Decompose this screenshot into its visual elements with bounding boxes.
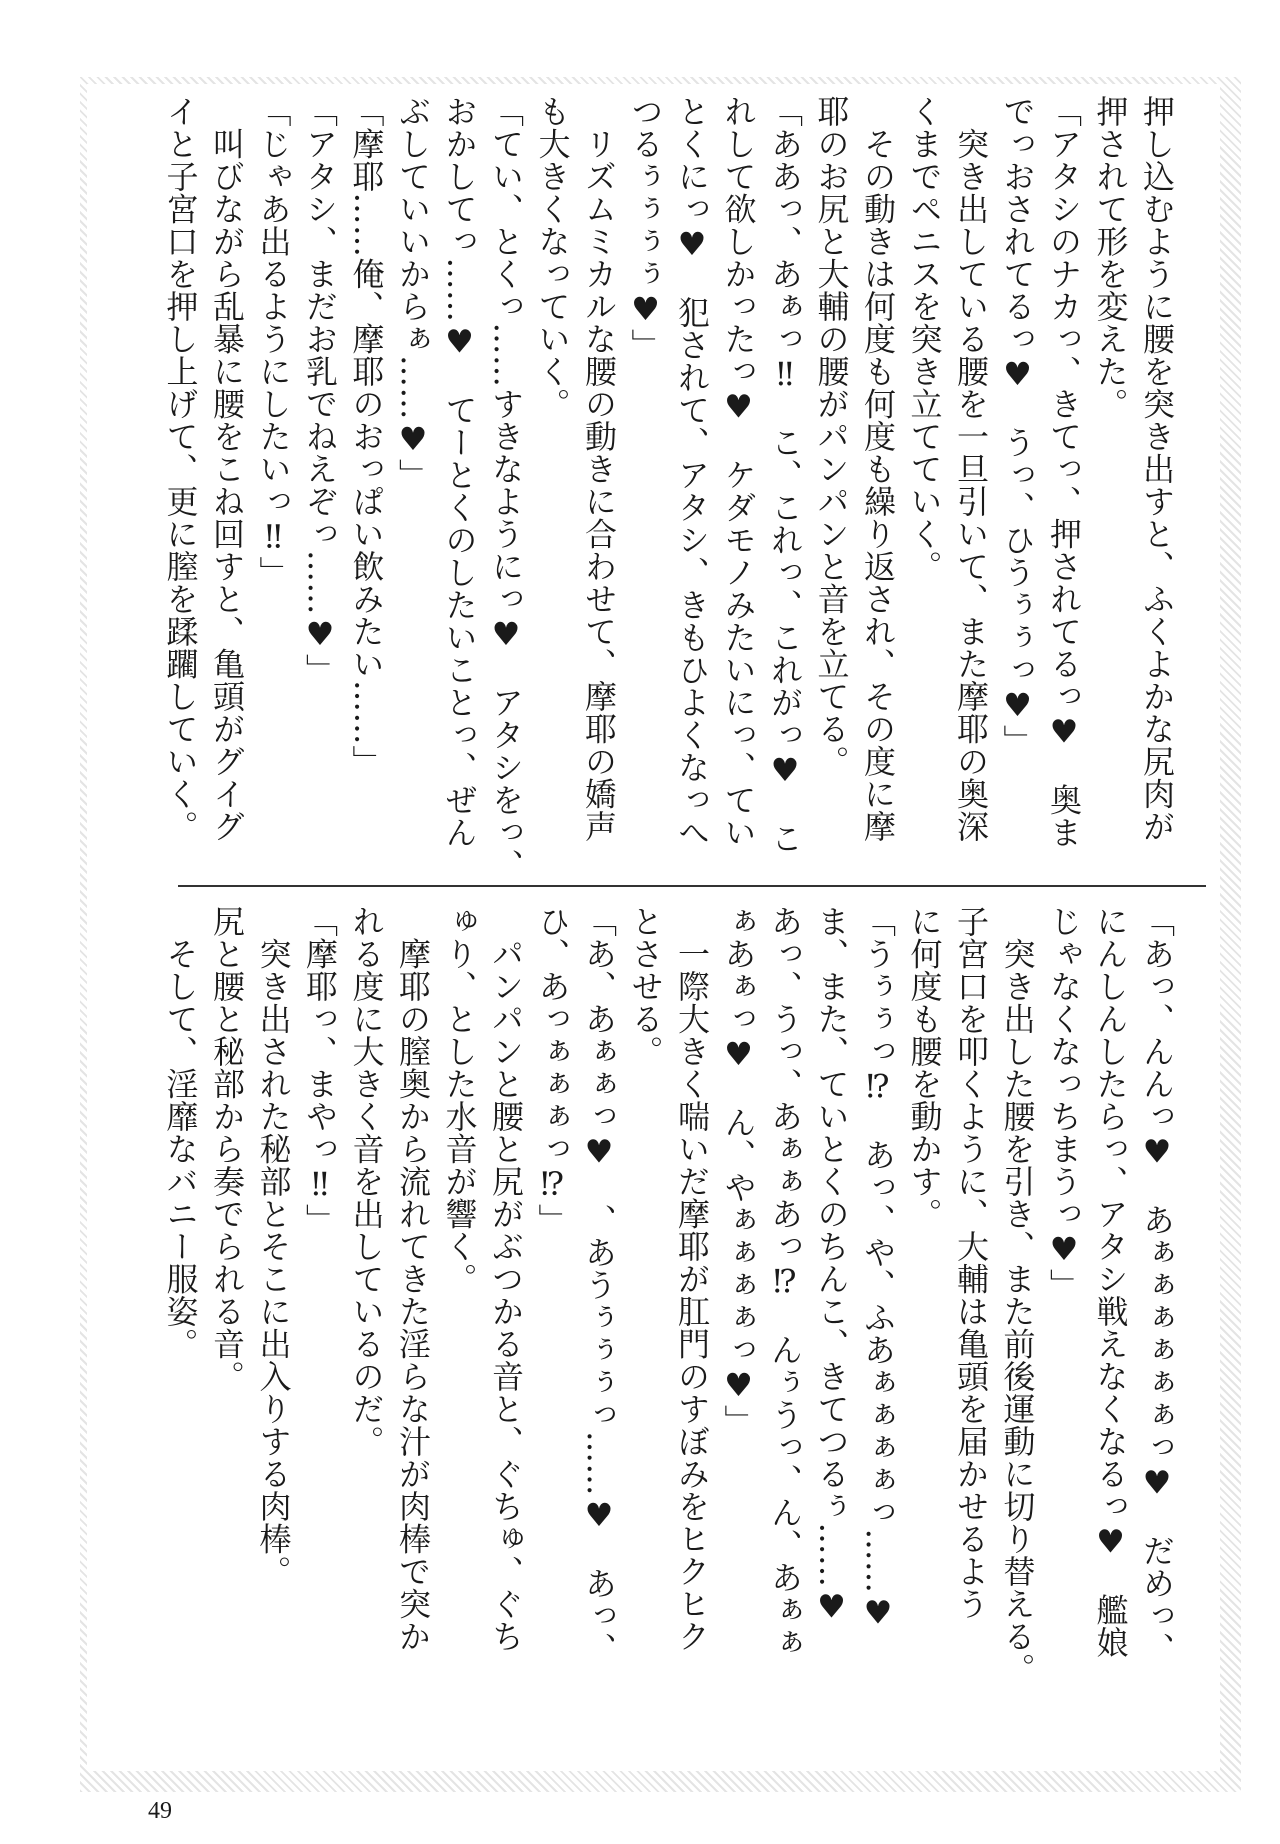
text-block-upper (157, 95, 1180, 885)
text-column: ま、また、ていとくのちんこ、きてつるぅ……♥ (812, 905, 851, 1626)
text-column: つるぅぅぅぅ♥」 (626, 95, 665, 361)
text-column: 「ああっ、あぁっ‼ こ、これっ、これがっ♥ こ (766, 95, 804, 855)
text-column: あっ、うっ、あぁぁあっ⁉ んぅうっ、ん、あぁぁ (766, 905, 804, 1659)
text-column: 突き出している腰を一旦引いて、また摩耶の奥深 (952, 95, 990, 843)
text-column: 突き出した腰を引き、また前後運動に切り替える。 (998, 905, 1037, 1685)
text-column: ゅり、とした水音が響く。 (440, 905, 479, 1295)
text-column: 「あ、あぁぁっ♥ 、あうぅぅぅっ……♥ あっ、 (580, 905, 618, 1665)
text-column: 「じゃあ出るようにしたいっ‼」 (254, 95, 293, 589)
text-column: 叫びながら乱暴に腰をこね回すと、亀頭がグイグ (208, 95, 246, 843)
text-column: れして欲しかったっ♥ ケダモノみたいにっ、てい (719, 95, 758, 849)
text-column: 子宮口を叩くように、大輔は亀頭を届かせるよう (952, 905, 990, 1620)
section-divider (178, 885, 1206, 887)
text-column: 押し込むように腰を突き出すと、ふくよかな尻肉が (1138, 95, 1176, 843)
text-column: ぶしていいからぁ……♥」 (394, 95, 432, 491)
text-column: くまでペニスを突き立てていく。 (905, 95, 944, 583)
text-column: に何度も腰を動かす。 (905, 905, 944, 1230)
text-column: とくにっ♥ 犯されて、アタシ、きもひよくなっへ (673, 95, 711, 849)
text-column: 尻と腰と秘部から奏でられる音。 (208, 905, 246, 1393)
text-column: 押されて形を変えた。 (1091, 95, 1130, 420)
text-column: 「うぅぅっ⁉ あっ、や、ふあぁぁぁぁっ……♥ (859, 905, 897, 1632)
page-number: 49 (148, 1798, 172, 1824)
text-column: も大きくなっていく。 (533, 95, 572, 420)
text-column: ぁあぁっ♥ ん、やぁぁぁぁっ♥」 (719, 905, 758, 1437)
text-column: おかしてっ……♥ てーとくのしたいことっ、ぜん (440, 95, 479, 849)
text-column: れる度に大きく音を出しているのだ。 (347, 905, 386, 1458)
text-column: 「アタシのナカっ、きてっ、押されてるっ♥ 奥ま (1045, 95, 1083, 849)
text-column: 突き出された秘部とそこに出入りする肉棒。 (254, 905, 293, 1588)
text-block-lower (157, 905, 1180, 1685)
text-column: パンパンと腰と尻がぶつかる音と、ぐちゅ、ぐち (487, 905, 525, 1653)
text-column: にんしんしたらっ、アタシ戦えなくなるっ♥ 艦娘 (1091, 905, 1130, 1659)
text-column: 「あっ、んんっ♥ あぁぁぁぁぁぁっ♥ だめっ、 (1138, 905, 1176, 1665)
text-column: 摩耶の膣奥から流れてきた淫らな汁が肉棒で突か (394, 905, 432, 1653)
text-column: イと子宮口を押し上げて、更に膣を蹂躙していく。 (161, 95, 200, 843)
text-column: 一際大きく喘いだ摩耶が肛門のすぼみをヒクヒク (673, 905, 711, 1653)
text-column: 「摩耶……俺、摩耶のおっぱい飲みたい……」 (347, 95, 386, 778)
text-column: 「てい、とくっ……すきなようにっ♥ アタシをっ、 (487, 95, 525, 881)
text-column: とさせる。 (626, 905, 665, 1068)
text-column: 「摩耶っ、まやっ‼」 (301, 905, 339, 1236)
text-column: 耶のお尻と大輔の腰がパンパンと音を立てる。 (812, 95, 851, 778)
text-column: リズムミカルな腰の動きに合わせて、摩耶の嬌声 (580, 95, 618, 843)
text-column: そして、淫靡なバニー服姿。 (161, 905, 200, 1360)
text-column: その動きは何度も何度も繰り返され、その度に摩 (859, 95, 897, 843)
text-column: でっおされてるっ♥ うっ、ひうぅぅっ♥」 (998, 95, 1037, 757)
text-column: じゃなくなっちまうっ♥」 (1045, 905, 1083, 1301)
text-column: ひ、あっぁぁぁっ⁉」 (533, 905, 572, 1236)
text-column: 「アタシ、まだお乳でねえぞっ……♥」 (301, 95, 339, 686)
